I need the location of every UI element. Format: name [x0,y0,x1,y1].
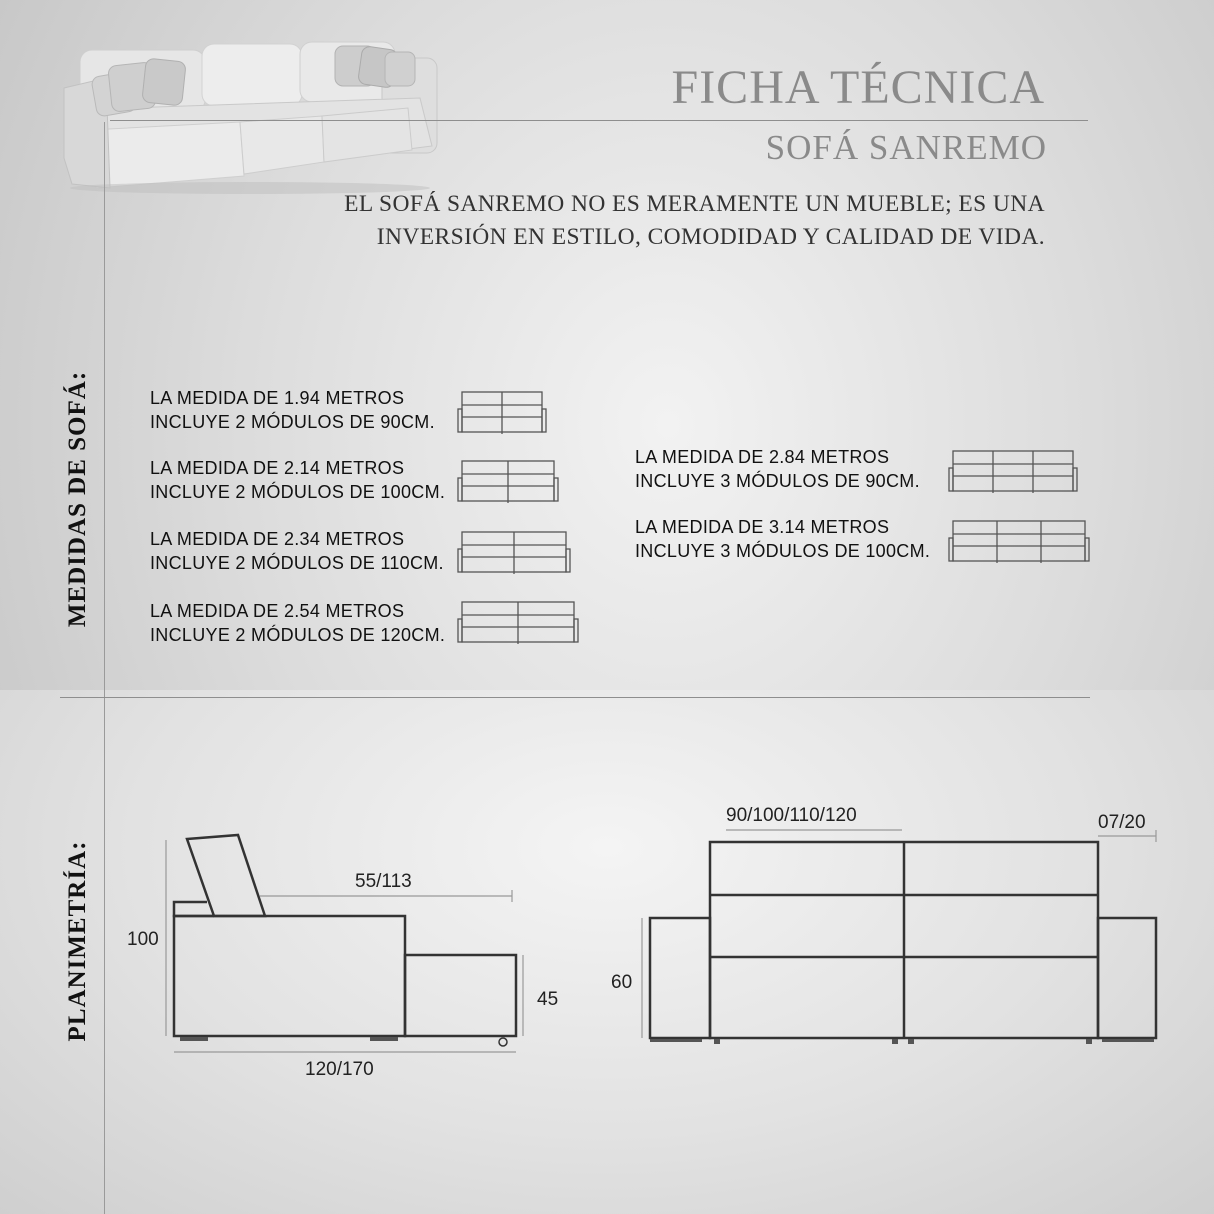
sofa-module-icon [456,459,560,509]
measure-item [635,445,920,493]
measure-line-1: LA MEDIDA DE 2.14 METROS [150,458,405,478]
measure-line-2: INCLUYE 3 MÓDULOS DE 90CM. [635,471,920,491]
sofa-module-icon [947,519,1091,569]
measure-line-1: LA MEDIDA DE 2.84 METROS [635,447,890,467]
front-view-drawing [640,820,1170,1060]
page-title: FICHA TÉCNICA [671,61,1045,114]
section-label-plans: PLANIMETRÍA: [64,840,91,1042]
sofa-module-icon [456,530,572,580]
measure-line-2: INCLUYE 2 MÓDULOS DE 110CM. [150,553,444,573]
measure-line-2: INCLUYE 2 MÓDULOS DE 120CM. [150,625,446,645]
measure-line-1: LA MEDIDA DE 2.34 METROS [150,529,405,549]
dim-arm-width: 07/20 [1098,812,1146,833]
dim-seat-height: 45 [537,989,559,1010]
measure-item [150,456,445,504]
dim-height: 100 [127,929,159,950]
sofa-module-icon [456,390,548,440]
measure-item [150,599,445,647]
side-view-drawing [150,830,570,1060]
sofa-photo [60,38,450,198]
measure-line-1: LA MEDIDA DE 1.94 METROS [150,388,405,408]
measure-line-2: INCLUYE 2 MÓDULOS DE 100CM. [150,482,446,502]
measure-line-1: LA MEDIDA DE 2.54 METROS [150,601,405,621]
measure-item [150,386,435,434]
dim-total-depth: 120/170 [305,1059,374,1080]
dim-module-width: 90/100/110/120 [726,805,857,826]
left-guide-line [104,122,105,1214]
measure-line-1: LA MEDIDA DE 3.14 METROS [635,517,890,537]
section-divider [60,697,1090,698]
description-line-2: INVERSIÓN EN ESTILO, COMODIDAD Y CALIDAD DE VIDA. [376,224,1045,250]
measure-item [635,515,930,563]
dim-extended-depth: 55/113 [355,871,412,892]
sofa-module-icon [947,449,1079,499]
measure-item [150,527,444,575]
section-label-measures: MEDIDAS DE SOFÁ: [64,370,91,628]
product-subtitle: SOFÁ SANREMO [765,128,1047,167]
sofa-module-icon [456,600,580,650]
product-description [300,188,1045,254]
measure-line-2: INCLUYE 2 MÓDULOS DE 90CM. [150,412,435,432]
dim-front-height: 60 [611,972,633,993]
description-line-1: EL SOFÁ SANREMO NO ES MERAMENTE UN MUEBLE; ES UNA [344,191,1045,217]
title-divider [110,120,1088,121]
measure-line-2: INCLUYE 3 MÓDULOS DE 100CM. [635,541,931,561]
